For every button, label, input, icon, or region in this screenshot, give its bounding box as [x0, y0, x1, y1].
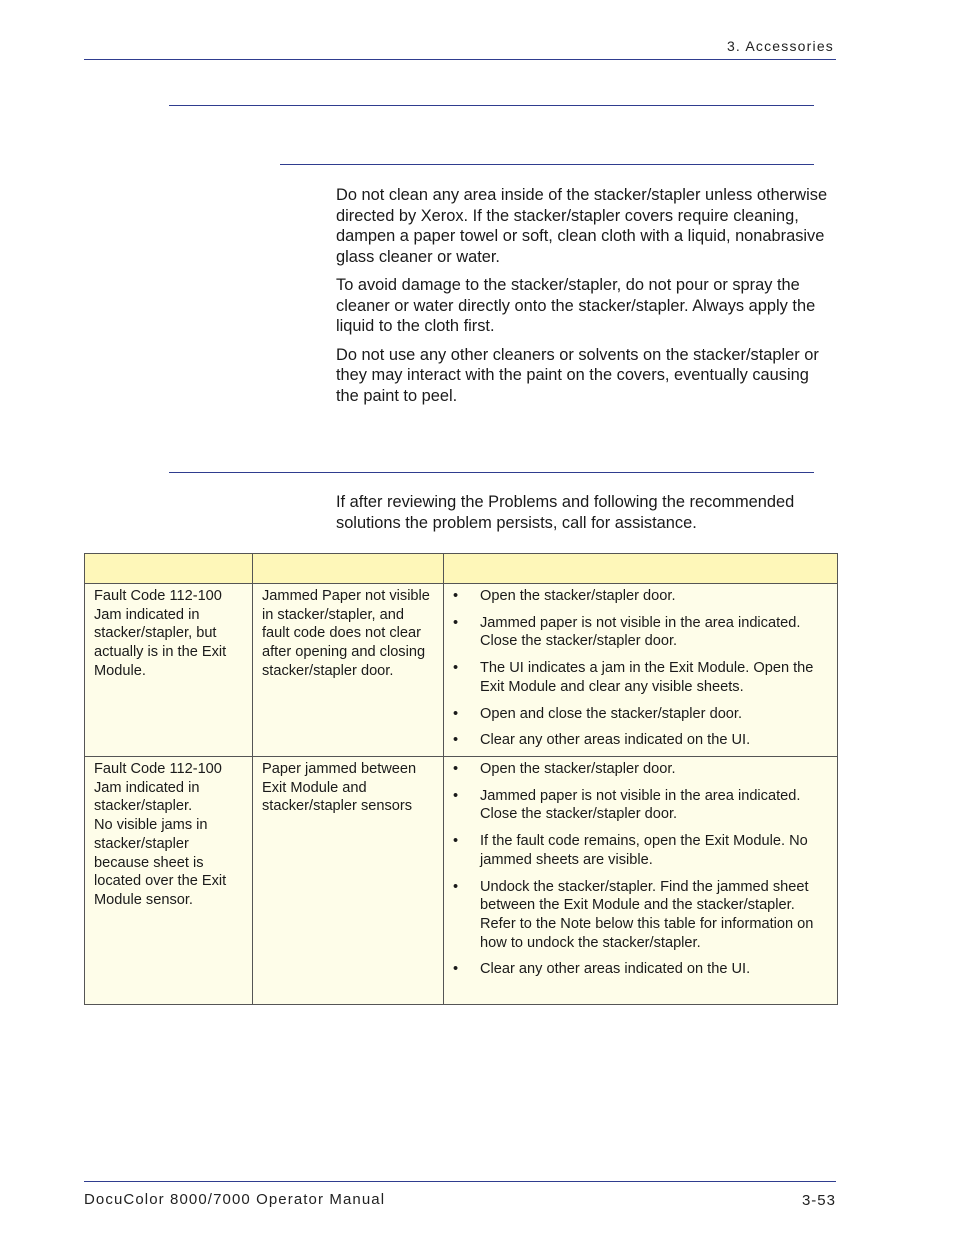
- list-item: • Jammed paper is not visible in the area indicated. Close the stacker/stapler door.: [453, 787, 801, 823]
- header-cell-solution: [444, 554, 838, 584]
- footer-rule: [84, 1181, 836, 1182]
- bullet-icon: •: [453, 705, 459, 722]
- header-rule: [84, 59, 836, 60]
- list-item: • The UI indicates a jam in the Exit Module. Open the Exit Module and clear any visible sheets.: [453, 660, 814, 695]
- cleaning-paragraph-3: Do not use any other cleaners or solvents on the stacker/stapler or they may interact with the paint on the covers, eventually causing the paint to peel.: [336, 345, 819, 405]
- list-item: • Open the stacker/stapler door.: [453, 588, 676, 604]
- list-item: • Clear any other areas indicated on the UI.: [453, 961, 751, 978]
- bullet-icon: •: [453, 878, 459, 895]
- bullet-icon: •: [453, 614, 459, 631]
- fault-code-cell: [85, 757, 253, 1005]
- section-rule-cleaning: [169, 105, 814, 106]
- cleaning-text: [336, 185, 836, 414]
- cause-cell: Jammed Paper not visible in stacker/stapler, and fault code does not clear after opening and closing stacker/stapler door.: [253, 584, 444, 757]
- list-item: • Undock the stacker/stapler. Find the jammed sheet between the Exit Module and the stacker/stapler. Refer to the Note below this table for information on how to undock the stacker/stapler.: [453, 878, 814, 951]
- bullet-icon: •: [453, 732, 459, 749]
- subsection-rule-cleaning: [280, 164, 814, 165]
- running-header: 3. Accessories: [726, 38, 834, 54]
- bullet-icon: •: [453, 961, 459, 978]
- table-header-row: [85, 554, 838, 584]
- header-cell-code: [85, 554, 253, 584]
- list-item: • Open the stacker/stapler door.: [453, 761, 676, 777]
- table-row: [85, 584, 838, 757]
- page-number: 3-53: [801, 1192, 836, 1209]
- list-item: • If the fault code remains, open the Exit Module. No jammed sheets are visible.: [453, 833, 808, 868]
- cleaning-paragraph-2: To avoid damage to the stacker/stapler, do not pour or spray the cleaner or water directly onto the stacker/stapler. Always apply the liquid to the cloth first.: [336, 276, 816, 335]
- cause-cell: Paper jammed between Exit Module and stacker/stapler sensors: [253, 757, 444, 1005]
- bullet-icon: •: [453, 588, 459, 604]
- list-item: • Clear any other areas indicated on the UI.: [453, 732, 751, 749]
- fault-code-line: Fault Code 112-100 Jam indicated in stacker/stapler.: [94, 761, 222, 815]
- section-rule-problem-solving: [169, 472, 814, 473]
- list-item: • Open and close the stacker/stapler door.: [453, 705, 743, 722]
- problem-solving-intro: If after reviewing the Problems and following the recommended solutions the problem persists, call for assistance.: [336, 493, 795, 532]
- cleaning-paragraph-1: Do not clean any area inside of the stacker/stapler unless otherwise directed by Xerox. If the stacker/stapler covers require cleaning, dampen a paper towel or soft, clean cloth with a liquid, nonabrasive glass cleaner or water.: [336, 186, 828, 266]
- solution-list: [453, 587, 829, 750]
- solution-cell: [444, 757, 838, 1005]
- bullet-icon: •: [453, 787, 459, 804]
- solution-list: [453, 760, 829, 979]
- bullet-icon: •: [453, 833, 459, 850]
- bullet-icon: •: [453, 660, 459, 677]
- solution-cell: [444, 584, 838, 757]
- footer-manual-title: DocuColor 8000/7000 Operator Manual: [84, 1191, 386, 1208]
- list-item: • Jammed paper is not visible in the area indicated. Close the stacker/stapler door.: [453, 614, 801, 650]
- fault-code-line: No visible jams in stacker/stapler because sheet is located over the Exit Module sensor.: [94, 817, 227, 908]
- troubleshooting-table: [84, 553, 838, 1005]
- header-cell-cause: [253, 554, 444, 584]
- table-row: [85, 757, 838, 1005]
- fault-code-cell: Fault Code 112-100 Jam indicated in stacker/stapler, but actually is in the Exit Module.: [85, 584, 253, 757]
- bullet-icon: •: [453, 761, 459, 777]
